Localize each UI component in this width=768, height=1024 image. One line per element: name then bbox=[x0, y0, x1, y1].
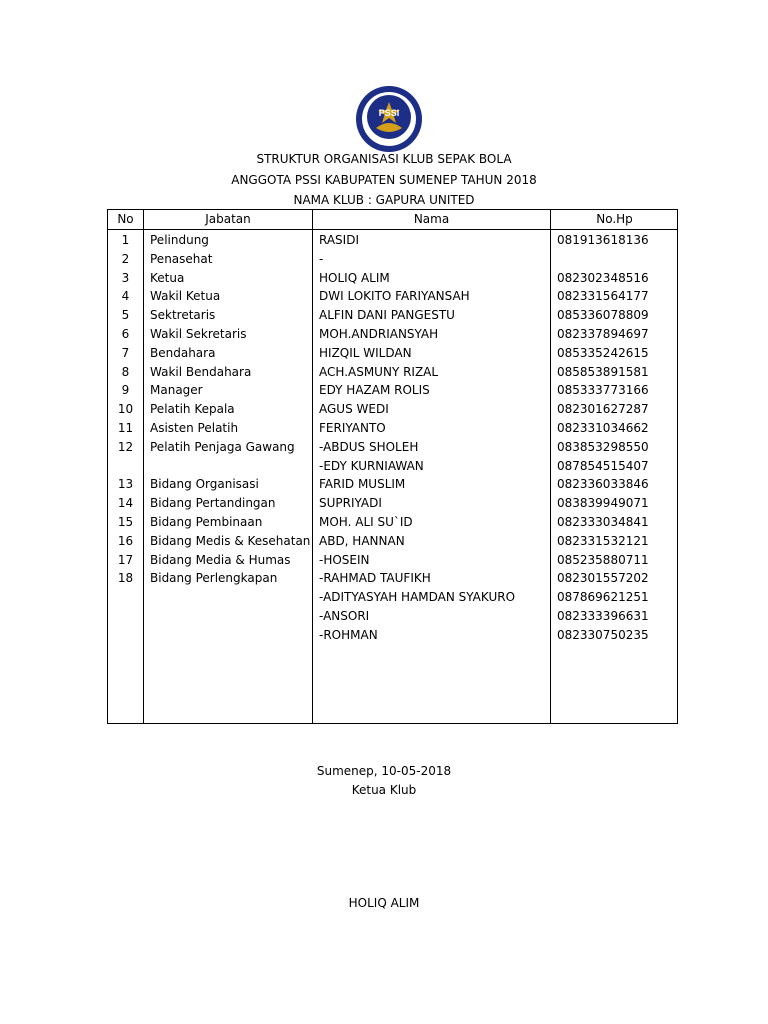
doc-title-line3: NAMA KLUB : GAPURA UNITED bbox=[293, 193, 475, 207]
cell-jabatan: Bidang Media & Humas bbox=[150, 552, 291, 567]
cell-nama: ACH.ASMUNY RIZAL bbox=[319, 364, 439, 379]
table-row bbox=[108, 400, 677, 419]
table-row bbox=[108, 513, 677, 532]
cell-nama: RASIDI bbox=[319, 233, 359, 247]
cell-hp: 082333034841 bbox=[557, 515, 649, 529]
table-row bbox=[108, 363, 677, 382]
cell-nama: FERIYANTO bbox=[319, 421, 386, 435]
col-header-no: No bbox=[117, 212, 134, 226]
cell-hp: 082331532121 bbox=[557, 533, 649, 548]
cell-hp: 083853298550 bbox=[557, 439, 649, 454]
cell-nama: -HOSEIN bbox=[319, 552, 370, 567]
cell-jabatan: Wakil Ketua bbox=[150, 289, 221, 304]
cell-jabatan: Penasehat bbox=[150, 251, 213, 266]
cell-hp: 082336033846 bbox=[557, 477, 649, 492]
cell-nama: - bbox=[319, 251, 324, 266]
cell-no: 14 bbox=[117, 496, 134, 511]
cell-nama: -ANSORI bbox=[319, 609, 370, 623]
cell-nama: -ADITYASYAH HAMDAN SYAKURO bbox=[319, 590, 516, 605]
cell-nama: -RAHMAD TAUFIKH bbox=[319, 571, 431, 586]
cell-nama: AGUS WEDI bbox=[319, 402, 389, 417]
cell-jabatan: Wakil Sekretaris bbox=[150, 327, 247, 341]
table-row bbox=[108, 381, 677, 400]
header-divider bbox=[108, 229, 677, 230]
table-row bbox=[108, 457, 677, 476]
cell-jabatan: Pelatih Penjaga Gawang bbox=[150, 439, 295, 454]
cell-nama: ALFIN DANI PANGESTU bbox=[319, 308, 455, 323]
cell-hp: 082331034662 bbox=[557, 421, 649, 435]
cell-hp: 082301627287 bbox=[557, 402, 649, 417]
cell-no: 7 bbox=[121, 345, 130, 360]
cell-hp: 082337894697 bbox=[557, 327, 649, 341]
cell-nama: HIZQIL WILDAN bbox=[319, 345, 412, 360]
table-row bbox=[108, 438, 677, 457]
cell-hp: 085333773166 bbox=[557, 383, 649, 398]
logo-text: PSSI bbox=[378, 108, 400, 118]
doc-title-line1: STRUKTUR ORGANISASI KLUB SEPAK BOLA bbox=[256, 152, 512, 166]
cell-no: 9 bbox=[121, 383, 130, 398]
cell-no: 1 bbox=[121, 233, 130, 247]
col-header-hp: No.Hp bbox=[596, 212, 633, 226]
cell-nama: HOLIQ ALIM bbox=[319, 270, 390, 285]
cell-nama: EDY HAZAM ROLIS bbox=[319, 383, 430, 398]
organization-table bbox=[107, 209, 678, 724]
table-row bbox=[108, 532, 677, 551]
cell-hp: 087854515407 bbox=[557, 458, 649, 473]
cell-jabatan: Wakil Bendahara bbox=[150, 364, 252, 379]
doc-title-line2: ANGGOTA PSSI KABUPATEN SUMENEP TAHUN 2018 bbox=[231, 173, 537, 187]
cell-no: 6 bbox=[121, 327, 130, 341]
table-row bbox=[108, 325, 677, 344]
cell-no: 3 bbox=[121, 270, 130, 285]
cell-nama: MOH.ANDRIANSYAH bbox=[319, 327, 439, 341]
cell-no: 17 bbox=[117, 552, 134, 567]
cell-hp: 085335242615 bbox=[557, 345, 649, 360]
cell-hp: 085336078809 bbox=[557, 308, 649, 323]
col-header-nama: Nama bbox=[413, 212, 450, 226]
cell-nama: -ROHMAN bbox=[319, 627, 378, 642]
cell-nama: -ABDUS SHOLEH bbox=[319, 439, 419, 454]
cell-jabatan: Bidang Pembinaan bbox=[150, 515, 263, 529]
signature-place-date: Sumenep, 10-05-2018 bbox=[316, 764, 452, 778]
cell-hp: 082301557202 bbox=[557, 571, 649, 586]
cell-jabatan: Bidang Organisasi bbox=[150, 477, 259, 492]
cell-jabatan: Sektretaris bbox=[150, 308, 216, 323]
cell-no: 16 bbox=[117, 533, 134, 548]
cell-jabatan: Bidang Medis & Kesehatan bbox=[150, 533, 311, 548]
cell-hp: 082333396631 bbox=[557, 609, 649, 623]
signature-role: Ketua Klub bbox=[351, 783, 417, 797]
cell-hp: 083839949071 bbox=[557, 496, 649, 511]
table-row bbox=[108, 626, 677, 645]
table-row bbox=[108, 344, 677, 363]
pssi-logo bbox=[354, 84, 424, 154]
cell-hp: 085853891581 bbox=[557, 364, 649, 379]
table-row bbox=[108, 494, 677, 513]
cell-no: 8 bbox=[121, 364, 130, 379]
cell-nama: DWI LOKITO FARIYANSAH bbox=[319, 289, 470, 304]
cell-jabatan: Asisten Pelatih bbox=[150, 421, 239, 435]
table-row bbox=[108, 588, 677, 607]
cell-hp: 085235880711 bbox=[557, 552, 649, 567]
table-row bbox=[108, 231, 677, 250]
cell-hp: 082331564177 bbox=[557, 289, 649, 304]
table-row bbox=[108, 306, 677, 325]
cell-hp: 081913618136 bbox=[557, 233, 649, 247]
table-row bbox=[108, 287, 677, 306]
cell-no: 18 bbox=[117, 571, 134, 586]
table-row bbox=[108, 551, 677, 570]
table-row bbox=[108, 250, 677, 269]
cell-no: 11 bbox=[117, 421, 134, 435]
cell-nama: ABD, HANNAN bbox=[319, 533, 405, 548]
cell-nama: -EDY KURNIAWAN bbox=[319, 458, 424, 473]
cell-jabatan: Bendahara bbox=[150, 345, 216, 360]
cell-no: 12 bbox=[117, 439, 134, 454]
cell-nama: FARID MUSLIM bbox=[319, 477, 406, 492]
table-row bbox=[108, 569, 677, 588]
cell-hp: 082302348516 bbox=[557, 270, 649, 285]
cell-hp: 082330750235 bbox=[557, 627, 649, 642]
signature-name: HOLIQ ALIM bbox=[348, 896, 420, 910]
cell-no: 15 bbox=[117, 515, 134, 529]
cell-nama: SUPRIYADI bbox=[319, 496, 382, 511]
cell-jabatan: Pelindung bbox=[150, 233, 209, 247]
col-header-jabatan: Jabatan bbox=[205, 212, 251, 226]
table-row bbox=[108, 475, 677, 494]
cell-no: 5 bbox=[121, 308, 130, 323]
cell-no: 2 bbox=[121, 251, 130, 266]
table-row bbox=[108, 419, 677, 438]
table-row bbox=[108, 269, 677, 288]
cell-no: 10 bbox=[117, 402, 134, 417]
cell-no: 13 bbox=[117, 477, 134, 492]
cell-no: 4 bbox=[121, 289, 130, 304]
cell-hp: 087869621251 bbox=[557, 590, 649, 605]
cell-jabatan: Manager bbox=[150, 383, 203, 398]
cell-jabatan: Bidang Pertandingan bbox=[150, 496, 276, 511]
cell-jabatan: Pelatih Kepala bbox=[150, 402, 235, 417]
cell-jabatan: Ketua bbox=[150, 270, 185, 285]
cell-jabatan: Bidang Perlengkapan bbox=[150, 571, 278, 586]
table-row bbox=[108, 607, 677, 626]
cell-nama: MOH. ALI SU`ID bbox=[319, 515, 413, 529]
